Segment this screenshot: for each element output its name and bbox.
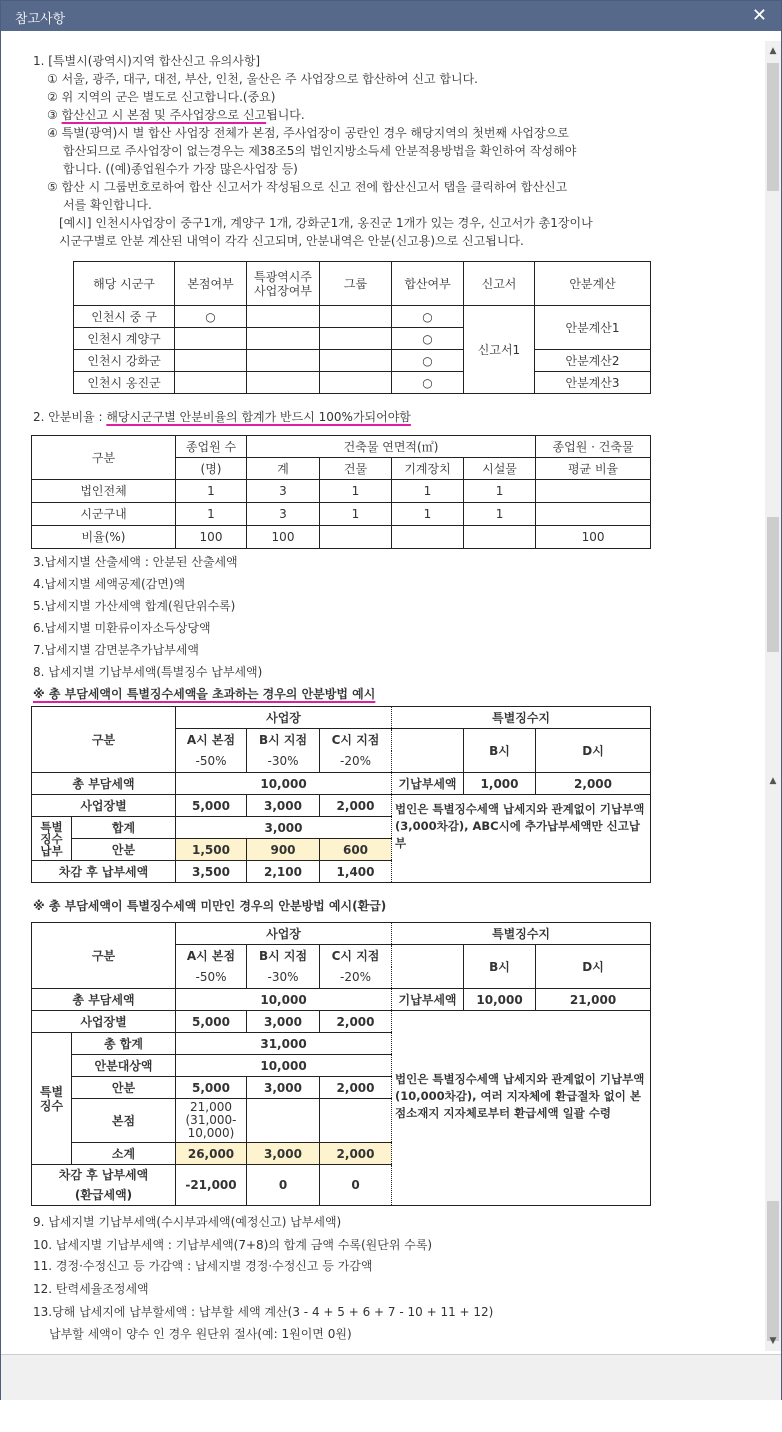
ex2-bcity: B시 xyxy=(464,945,536,989)
t2-r1-mach: 1 xyxy=(392,480,464,503)
t2-r1-fac: 1 xyxy=(464,480,536,503)
t1-row2-hq xyxy=(175,328,247,350)
ex2-sub-label: 소계 xyxy=(72,1143,176,1165)
t2-th-employees: 종업원 수 xyxy=(176,436,247,458)
ex1-after-b: 2,100 xyxy=(247,861,320,883)
ex2-sp1: 특별 xyxy=(39,1084,64,1099)
item-11: 11. 경정·수정신고 등 가감액 : 납세지별 경정·수정신고 등 가감액 xyxy=(33,1259,373,1273)
ex1-blank xyxy=(392,729,464,773)
ex2-target-value: 10,000 xyxy=(176,1055,392,1077)
t2-r1-bld: 1 xyxy=(320,480,392,503)
ex1-total-value: 10,000 xyxy=(176,773,392,795)
vertical-scrollbar[interactable] xyxy=(765,41,781,1351)
ex2-dcity: D시 xyxy=(536,945,651,989)
t2-r3-emp: 100 xyxy=(176,526,247,549)
ex2-alloc-label: 안분 xyxy=(72,1077,176,1099)
t1-report: 신고서1 xyxy=(464,306,535,394)
ex1-alloc-label: 안분 xyxy=(72,839,176,861)
ex2-biz-header: 사업장 xyxy=(176,923,392,945)
ex1-a-name: A시 본점 xyxy=(176,729,247,751)
dialog-title: 참고사항 xyxy=(15,12,66,27)
note-item-3 xyxy=(47,107,305,123)
item-9: 9. 납세지별 기납부세액(수시부과세액(예정신고) 납부세액) xyxy=(33,1215,342,1229)
table-ratio xyxy=(31,435,651,549)
example-line-1: [예시] 인천시사업장이 중구1개, 계양구 1개, 강화군1개, 옹진군 1개가 있는 경우, 신고서가 총1장이나 xyxy=(59,216,593,230)
ex2-note: 법인은 특별징수세액 납세지와 관계없이 기납부액(10,000차감), 여러 지자체에 환급절차 없이 본점소재지 지자체로부터 환급세액 일괄 수령 xyxy=(392,1011,651,1206)
note-item-5b: 서를 확인합니다. xyxy=(63,198,152,212)
ex1-alloc-a: 1,500 xyxy=(176,839,247,861)
t1-calc-1: 안분계산1 xyxy=(535,306,651,350)
ex2-total-value: 10,000 xyxy=(176,989,392,1011)
note-item-4c: 합니다. ((예)종업원수가 가장 많은사업장 등) xyxy=(63,162,298,176)
ex2-prepaid-b: 10,000 xyxy=(464,989,536,1011)
example2-title: ※ 총 부담세액이 특별징수세액 미만인 경우의 안분방법 예시(환급) xyxy=(33,899,387,913)
t1-row1-group xyxy=(320,306,392,328)
note-item-5a: ⑤ 합산 시 그룹번호로하여 합산 신고서가 작성됨으로 신고 전에 합산신고서 탭을 클릭하여 합산신고 xyxy=(47,180,568,194)
t2-r3-mach xyxy=(392,526,464,549)
ex2-b-name: B시 지점 xyxy=(247,945,320,967)
ex2-special-label xyxy=(32,1033,72,1165)
ex2-special-header: 특별징수지 xyxy=(392,923,651,945)
item-7: 7.납세지별 감면분추가납부세액 xyxy=(33,643,199,657)
t2-r1-avg xyxy=(536,480,651,503)
ex2-sp2: 징수 xyxy=(39,1098,64,1113)
ex2-alloc-a: 5,000 xyxy=(176,1077,247,1099)
th-report: 신고서 xyxy=(464,262,535,306)
ex1-prepaid-label: 기납부세액 xyxy=(392,773,464,795)
t1-row1-main xyxy=(247,306,320,328)
ex2-alloc-b: 3,000 xyxy=(247,1077,320,1099)
ex1-note: 법인은 특별징수세액 납세지와 관계없이 기납부액(3,000차감), ABC시에 추가납부세액만 신고납부 xyxy=(392,795,651,883)
scroll-up-icon[interactable]: ▲ xyxy=(769,46,777,56)
note-item-3-highlight: 합산신고 시 본점 및 주사업장으로 신고 xyxy=(61,108,267,122)
t2-r1-total: 3 xyxy=(247,480,320,503)
t2-th-facility: 시설물 xyxy=(464,458,536,480)
ex1-sum-value: 3,000 xyxy=(176,817,392,839)
ex2-bizrow-label: 사업장별 xyxy=(32,1011,176,1033)
ex1-prepaid-d: 2,000 xyxy=(536,773,651,795)
t2-r3-avg: 100 xyxy=(536,526,651,549)
ex2-after-label xyxy=(32,1165,176,1206)
t2-th-gubun: 구분 xyxy=(32,436,176,480)
ex1-bizrow-label: 사업장별 xyxy=(32,795,176,817)
ex2-blank xyxy=(392,945,464,989)
ex1-bcity: B시 xyxy=(464,729,536,773)
ex2-after-1: 차감 후 납부세액 xyxy=(58,1168,149,1182)
t2-r2-mach: 1 xyxy=(392,503,464,526)
ex2-c-name: C시 지점 xyxy=(320,945,392,967)
t1-row2-district: 인천시 계양구 xyxy=(74,328,175,350)
t2-r2-bld: 1 xyxy=(320,503,392,526)
t1-calc-2: 안분계산2 xyxy=(535,350,651,372)
th-group: 그룹 xyxy=(320,262,392,306)
title-bar xyxy=(1,1,781,31)
scroll-thumb-top[interactable] xyxy=(767,63,779,191)
ex1-gubun: 구분 xyxy=(32,707,176,773)
example-line-2: 시군구별로 안분 계산된 내역이 각각 신고되며, 안분내역은 안분(신고용)으로 신고됩니다. xyxy=(59,234,524,248)
ex2-biz-b: 3,000 xyxy=(247,1011,320,1033)
scroll-thumb-bottom[interactable] xyxy=(767,1201,779,1341)
item-3: 3.납세지별 산출세액 : 안분된 산출세액 xyxy=(33,555,238,569)
item-13: 13.당해 납세지에 납부할세액 : 납부할 세액 계산(3 - 4 + 5 + 6 + 7 - 10 + 11 + 12) xyxy=(33,1305,494,1319)
th-calc: 안분계산 xyxy=(535,262,651,306)
ex2-a-rate: -50% xyxy=(176,967,247,989)
t1-row4-main xyxy=(247,372,320,394)
note-item-4b: 합산되므로 주사업장이 없는경우는 제38조5의 법인지방소득세 안분적용방법을 확인하여 작성해야 xyxy=(63,144,577,158)
th-main-biz-1: 특광역시주 xyxy=(254,269,312,284)
th-district: 해당 시군구 xyxy=(74,262,175,306)
item-13-note: 납부할 세액이 양수 인 경우 원단위 절사(예: 1원이면 0원) xyxy=(49,1327,352,1341)
ex2-gubun: 구분 xyxy=(32,923,176,989)
item-5: 5.납세지별 가산세액 합계(원단위수록) xyxy=(33,599,236,613)
ex2-sub-a: 26,000 xyxy=(176,1143,247,1165)
ex2-sub-b: 3,000 xyxy=(247,1143,320,1165)
t1-row4-hq xyxy=(175,372,247,394)
t1-row3-district: 인천시 강화군 xyxy=(74,350,175,372)
ex1-c-name: C시 지점 xyxy=(320,729,392,751)
ex1-b-rate: -30% xyxy=(247,751,320,773)
scroll-thumb[interactable] xyxy=(767,517,779,652)
ex2-tsum-value: 31,000 xyxy=(176,1033,392,1055)
t2-th-avg-ratio: 평균 비율 xyxy=(536,458,651,480)
ex2-total-label: 총 부담세액 xyxy=(32,989,176,1011)
t1-row3-main xyxy=(247,350,320,372)
t1-row2-combined: ○ xyxy=(392,328,464,350)
section2-heading xyxy=(33,409,411,425)
ex1-biz-header: 사업장 xyxy=(176,707,392,729)
th-hq: 본점여부 xyxy=(175,262,247,306)
note-item-4a: ④ 특별(광역)시 별 합산 사업장 전체가 본점, 주사업장이 공란인 경우 해당지역의 첫번째 사업장으로 xyxy=(47,126,569,140)
ex1-sp3: 납부 xyxy=(40,843,63,858)
ex1-biz-b: 3,000 xyxy=(247,795,320,817)
ex2-prepaid-label: 기납부세액 xyxy=(392,989,464,1011)
t1-row1-combined: ○ xyxy=(392,306,464,328)
ex1-b-name: B시 지점 xyxy=(247,729,320,751)
t2-th-machine: 기계장치 xyxy=(392,458,464,480)
t1-row3-group xyxy=(320,350,392,372)
ex2-after-a: -21,000 xyxy=(176,1165,247,1206)
t2-th-total: 계 xyxy=(247,458,320,480)
ex1-biz-c: 2,000 xyxy=(320,795,392,817)
ex1-a-rate: -50% xyxy=(176,751,247,773)
ex2-after-b: 0 xyxy=(247,1165,320,1206)
t2-r3-fac xyxy=(464,526,536,549)
ex1-sp2: 징수 xyxy=(40,831,63,846)
ex2-after-2: (환급세액) xyxy=(74,1188,133,1202)
ex2-hq-label: 본점 xyxy=(72,1099,176,1143)
ex2-alloc-c: 2,000 xyxy=(320,1077,392,1099)
ex1-alloc-c: 600 xyxy=(320,839,392,861)
t1-row3-hq xyxy=(175,350,247,372)
t1-calc-3: 안분계산3 xyxy=(535,372,651,394)
ex1-c-rate: -20% xyxy=(320,751,392,773)
t2-th-persons: (명) xyxy=(176,458,247,480)
ex2-tsum-label: 총 합계 xyxy=(72,1033,176,1055)
ex2-b-rate: -30% xyxy=(247,967,320,989)
t1-row3-combined: ○ xyxy=(392,350,464,372)
note-item-1: ① 서울, 광주, 대구, 대전, 부산, 인천, 울산은 주 사업장으로 합산하여 신고 합니다. xyxy=(47,72,478,86)
item-10: 10. 납세지별 기납부세액 : 기납부세액(7+8)의 합계 금액 수록(원단위 수록) xyxy=(33,1238,433,1252)
scroll-down-icon[interactable]: ▼ xyxy=(769,1336,777,1346)
ex1-sp1: 특별 xyxy=(40,819,63,834)
ex2-biz-a: 5,000 xyxy=(176,1011,247,1033)
ex1-alloc-b: 900 xyxy=(247,839,320,861)
t2-r1-emp: 1 xyxy=(176,480,247,503)
ex2-hq-value xyxy=(176,1099,247,1143)
ex1-sum-label: 합계 xyxy=(72,817,176,839)
ex1-special-label xyxy=(32,817,72,861)
t2-r3-bld xyxy=(320,526,392,549)
t1-row4-combined: ○ xyxy=(392,372,464,394)
ex2-hq-c xyxy=(320,1099,392,1143)
dialog-footer xyxy=(1,1354,781,1400)
item-12: 12. 탄력세율조정세액 xyxy=(33,1282,149,1296)
table-grouping xyxy=(73,261,651,394)
ex2-hq-v1: 21,000 xyxy=(190,1100,232,1114)
ex2-hq-v2: (31,000- xyxy=(185,1113,237,1127)
ex2-a-name: A시 본점 xyxy=(176,945,247,967)
ex2-hq-b xyxy=(247,1099,320,1143)
t2-r3-label: 비율(%) xyxy=(32,526,176,549)
ex1-dcity: D시 xyxy=(536,729,651,773)
ex2-hq-v3: 10,000) xyxy=(187,1126,235,1140)
th-main-biz-2: 사업장여부 xyxy=(254,283,312,298)
t2-th-avg: 종업원 · 건축물 xyxy=(536,436,651,458)
ex2-target-label: 안분대상액 xyxy=(72,1055,176,1077)
ex1-total-label: 총 부담세액 xyxy=(32,773,176,795)
t2-r2-emp: 1 xyxy=(176,503,247,526)
t2-r2-fac: 1 xyxy=(464,503,536,526)
ex1-prepaid-b: 1,000 xyxy=(464,773,536,795)
item-6: 6.납세지별 미환류이자소득상당액 xyxy=(33,621,211,635)
ex1-after-c: 1,400 xyxy=(320,861,392,883)
t2-r1-label: 법인전체 xyxy=(32,480,176,503)
ex2-biz-c: 2,000 xyxy=(320,1011,392,1033)
t1-row4-district: 인천시 옹진군 xyxy=(74,372,175,394)
section2-highlight: 해당시군구별 안분비율의 합계가 반드시 100%가되어야함 xyxy=(106,410,411,424)
note-item-3-tail: 됩니다. xyxy=(266,108,305,122)
table-example-2 xyxy=(31,922,651,1206)
content-area xyxy=(1,31,765,1351)
t1-row1-district: 인천시 중 구 xyxy=(74,306,175,328)
item-8: 8. 납세지별 기납부세액(특별징수 납부세액) xyxy=(33,665,263,679)
note-item-2: ② 위 지역의 군은 별도로 신고합니다.(중요) xyxy=(47,90,276,104)
t1-row2-group xyxy=(320,328,392,350)
example1-title: ※ 총 부담세액이 특별징수세액을 초과하는 경우의 안분방법 예시 xyxy=(33,687,376,701)
note-item-3-num: ③ xyxy=(47,108,62,122)
section1-heading: 1. [특별시(광역시)지역 합산신고 유의사항] xyxy=(33,54,261,68)
t1-row1-hq: ○ xyxy=(175,306,247,328)
ex2-sub-c: 2,000 xyxy=(320,1143,392,1165)
t2-r2-label: 시군구내 xyxy=(32,503,176,526)
table-example-1 xyxy=(31,706,651,883)
t2-r2-avg xyxy=(536,503,651,526)
close-icon[interactable]: ✕ xyxy=(751,5,767,26)
ex1-after-label: 차감 후 납부세액 xyxy=(32,861,176,883)
t2-th-building: 건물 xyxy=(320,458,392,480)
t2-r2-total: 3 xyxy=(247,503,320,526)
th-combined: 합산여부 xyxy=(392,262,464,306)
t2-r3-total: 100 xyxy=(247,526,320,549)
item-4: 4.납세지별 세액공제(감면)액 xyxy=(33,577,186,591)
ex1-special-header: 특별징수지 xyxy=(392,707,651,729)
t1-row4-group xyxy=(320,372,392,394)
ex1-biz-a: 5,000 xyxy=(176,795,247,817)
section2-label: 2. 안분비율 : xyxy=(33,410,107,424)
ex2-prepaid-d: 21,000 xyxy=(536,989,651,1011)
t1-row2-main xyxy=(247,328,320,350)
scroll-mid-icon[interactable]: ▲ xyxy=(769,776,777,786)
t2-th-area: 건축물 연면적(㎡) xyxy=(247,436,536,458)
ex1-after-a: 3,500 xyxy=(176,861,247,883)
ex2-c-rate: -20% xyxy=(320,967,392,989)
ex2-after-c: 0 xyxy=(320,1165,392,1206)
th-main-biz xyxy=(247,262,320,306)
